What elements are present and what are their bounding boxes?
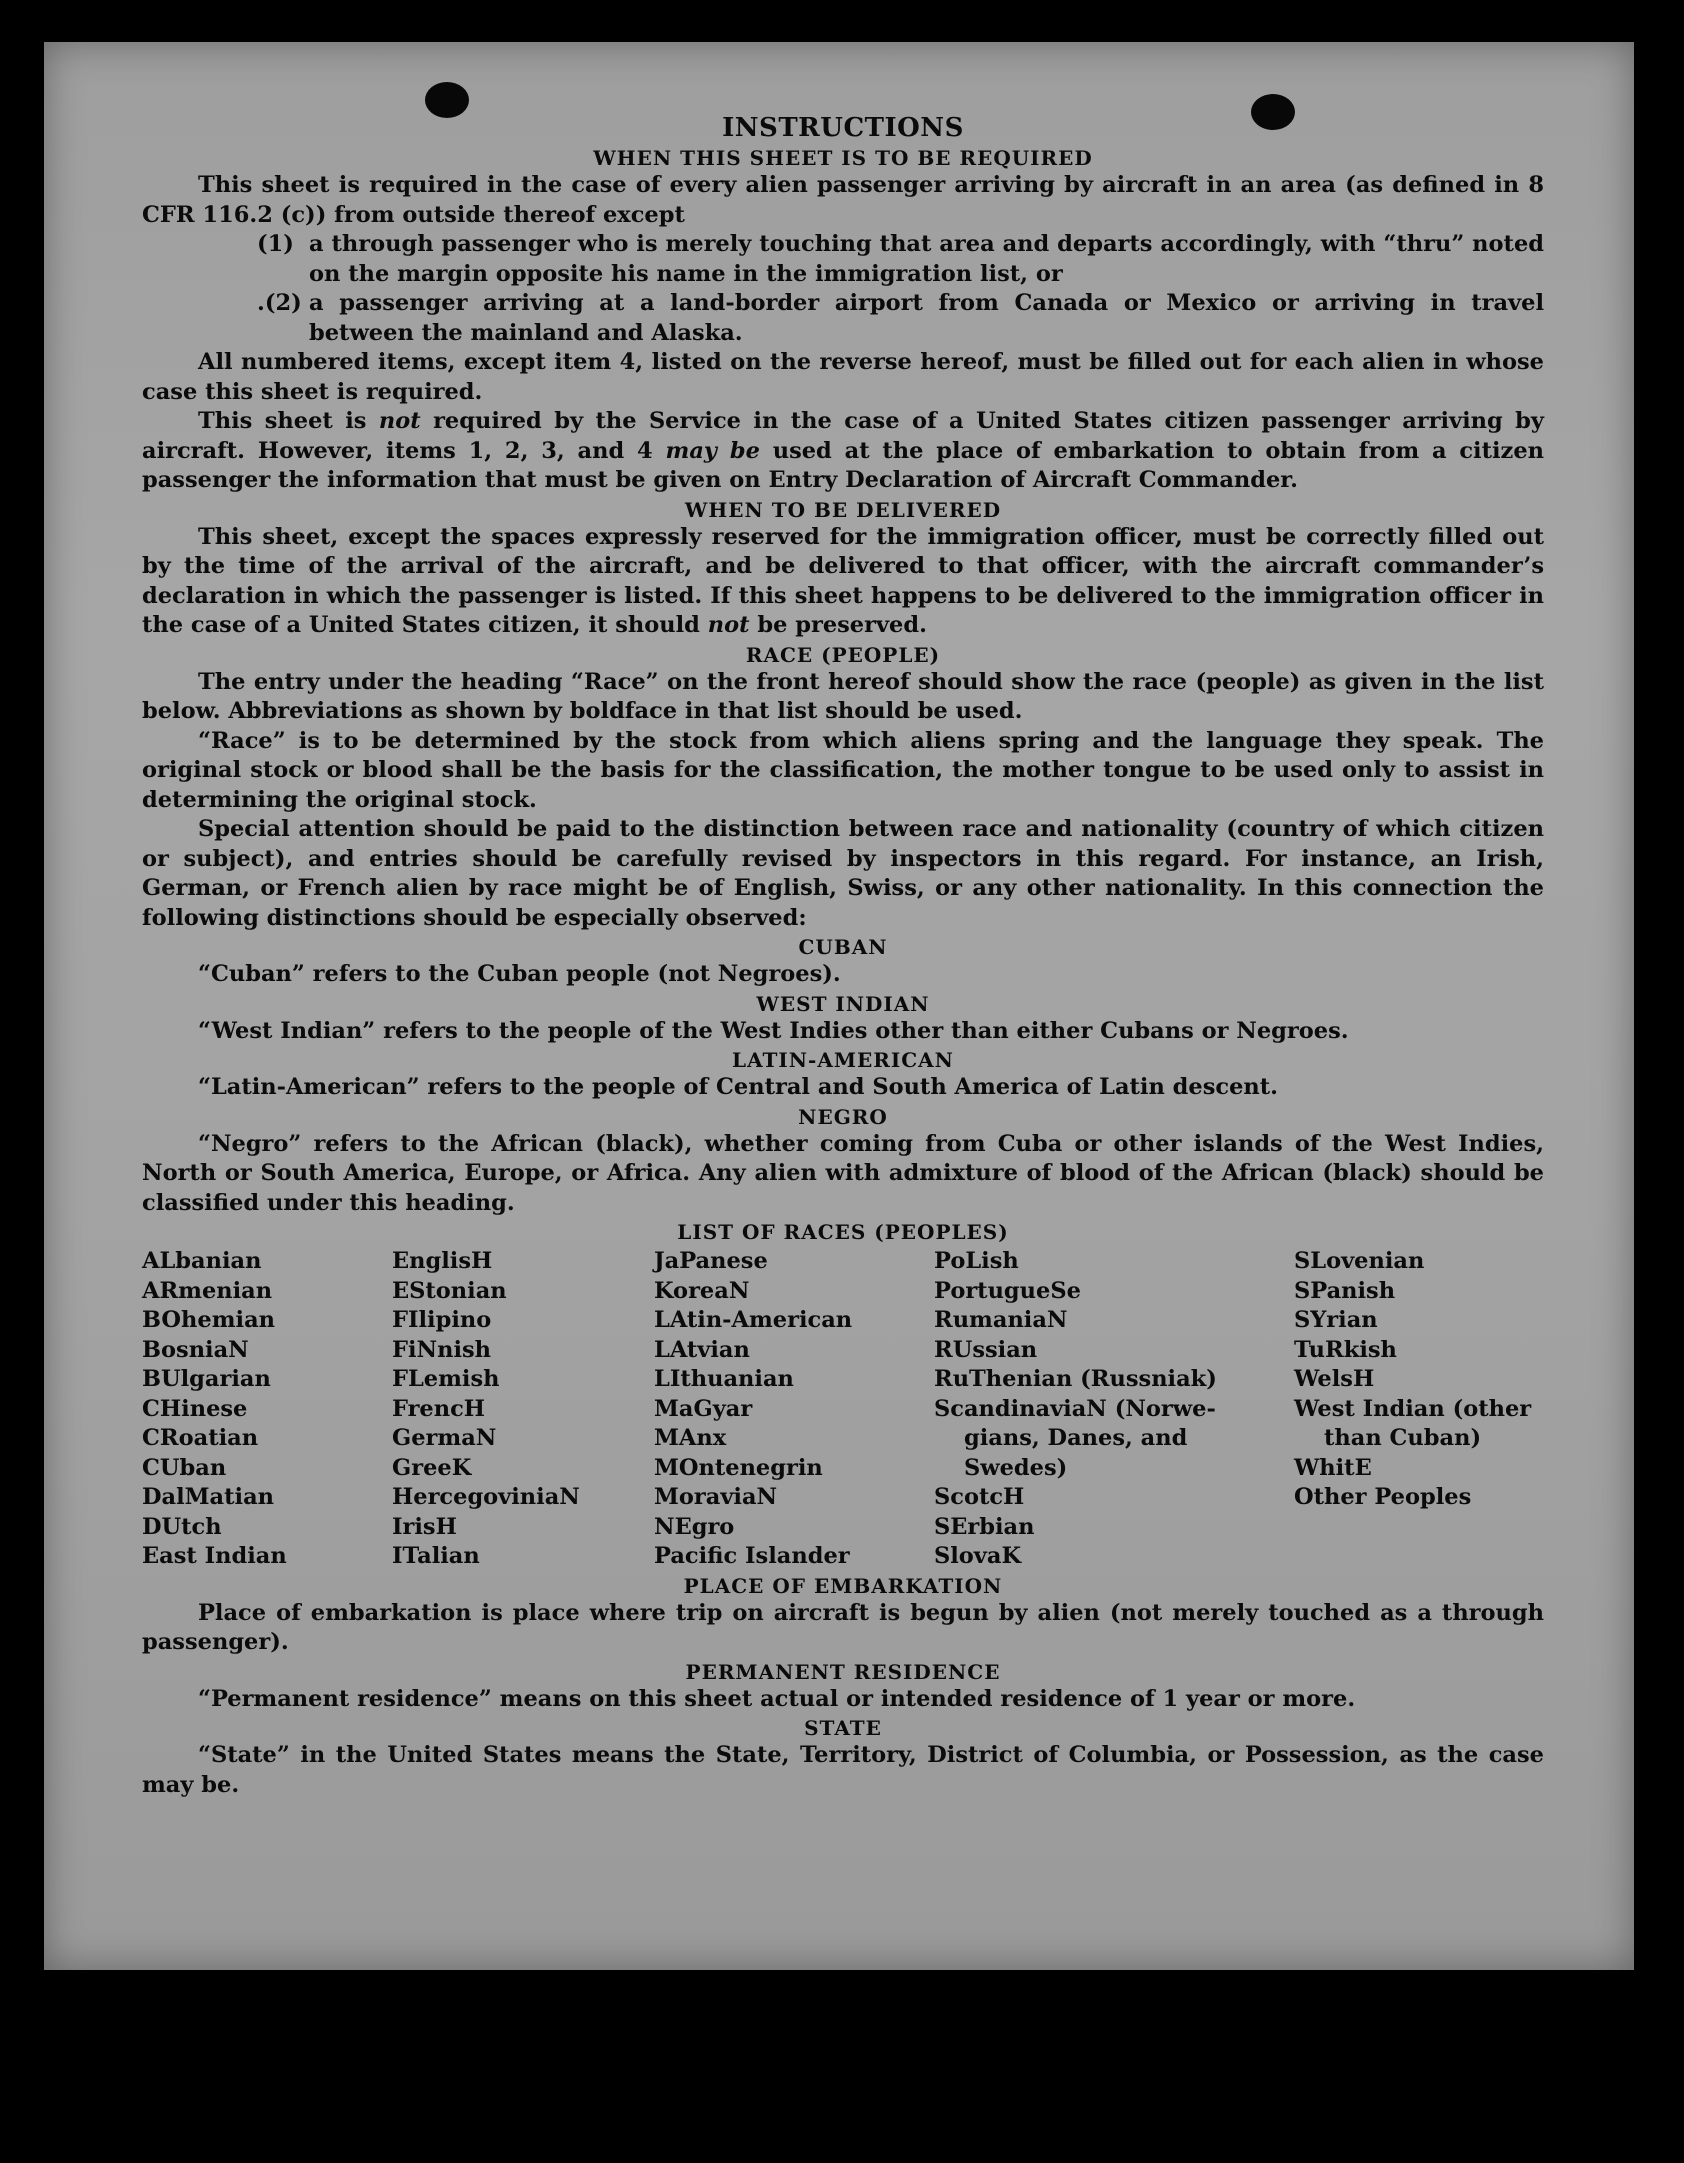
race-entry: West Indian (other bbox=[1294, 1395, 1532, 1422]
exception-item-2 bbox=[257, 289, 1544, 348]
definition-latin-american: “Latin-American” refers to the people of Central and South America of Latin descent. bbox=[198, 1074, 1278, 1100]
race-entry: WhitE bbox=[1294, 1454, 1372, 1481]
heading-permanent-residence: PERMANENT RESIDENCE bbox=[685, 1659, 1001, 1684]
item-text: a through passenger who is merely touching that area and departs accordingly, with “thru” noted on the margin opposite his name in the immigration list, or bbox=[309, 231, 1544, 287]
page-title: INSTRUCTIONS bbox=[722, 113, 964, 143]
paragraph-citizen bbox=[142, 407, 1544, 496]
race-entry: FLemish bbox=[392, 1366, 500, 1392]
race-entry: RuThenian (Russniak) bbox=[934, 1366, 1217, 1392]
text-run: required by the Service in the case of a United States citizen passenger arriving by aircraft. However, items 1, 2, 3, and 4 bbox=[142, 408, 1544, 464]
race-entry: TuRkish bbox=[1294, 1336, 1397, 1363]
item-number: .(2) bbox=[257, 290, 302, 316]
race-entry: ITalian bbox=[392, 1543, 480, 1569]
race-entry-continued: than Cuban) bbox=[1324, 1425, 1482, 1451]
race-entry: FiNnish bbox=[392, 1336, 492, 1363]
instructions-content bbox=[142, 112, 1544, 1800]
race-entry: IrisH bbox=[392, 1513, 457, 1540]
race-entry: LAtvian bbox=[654, 1336, 750, 1363]
race-entry: DUtch bbox=[142, 1513, 222, 1540]
paragraph-required-intro: This sheet is required in the case of every alien passenger arriving by aircraft in an area (as defined in 8 CFR 116.2 (c)) from outside thereof except bbox=[142, 172, 1544, 228]
race-entry: SPanish bbox=[1294, 1277, 1396, 1304]
race-entry: RumaniaN bbox=[934, 1307, 1068, 1333]
race-entry: GreeK bbox=[392, 1454, 472, 1481]
race-entry: MaGyar bbox=[654, 1395, 753, 1422]
race-entry: Other Peoples bbox=[1294, 1484, 1472, 1510]
paragraph-race-nationality: Special attention should be paid to the distinction between race and nationality (country of which citizen or subject), and entries should be carefully revised by inspectors in this regard. For instance, an Irish, German, or French alien by race might be of English, Swiss, or any other nationality. In this connection the following distinctions should be especially observed: bbox=[142, 816, 1544, 931]
emphasis-may-be: may be bbox=[665, 437, 760, 464]
heading-race: RACE (PEOPLE) bbox=[745, 642, 941, 667]
race-entry: PortugueSe bbox=[934, 1277, 1081, 1304]
race-entry: KoreaN bbox=[654, 1277, 750, 1304]
race-list bbox=[142, 1247, 1544, 1572]
race-entry: CRoatian bbox=[142, 1425, 259, 1451]
race-entry: NEgro bbox=[654, 1513, 735, 1540]
race-column-1 bbox=[142, 1247, 392, 1572]
race-entry: East Indian bbox=[142, 1543, 287, 1569]
race-entry: FrencH bbox=[392, 1395, 486, 1422]
paragraph-delivery bbox=[142, 523, 1544, 641]
item-number: (1) bbox=[257, 231, 294, 257]
text-run: be preserved. bbox=[749, 612, 927, 638]
race-entry: Pacific Islander bbox=[654, 1543, 850, 1569]
exception-item-1 bbox=[257, 230, 1544, 289]
heading-when-required: WHEN THIS SHEET IS TO BE REQUIRED bbox=[593, 146, 1093, 170]
race-entry: LIthuanian bbox=[654, 1366, 794, 1392]
emphasis-not: not bbox=[707, 612, 750, 638]
race-entry: MOntenegrin bbox=[654, 1454, 823, 1481]
race-column-5 bbox=[1294, 1247, 1544, 1572]
race-entry: EStonian bbox=[392, 1277, 507, 1304]
item-text: a passenger arriving at a land-border airport from Canada or Mexico or arriving in travel between the mainland and Alaska. bbox=[309, 290, 1544, 346]
race-entry: SLovenian bbox=[1294, 1248, 1425, 1274]
definition-cuban: “Cuban” refers to the Cuban people (not Negroes). bbox=[198, 961, 841, 987]
race-entry: RUssian bbox=[934, 1336, 1038, 1363]
race-entry: ScotcH bbox=[934, 1484, 1025, 1510]
race-entry: BOhemian bbox=[142, 1307, 276, 1333]
heading-state: STATE bbox=[804, 1716, 882, 1740]
definition-permanent-residence: “Permanent residence” means on this sheet actual or intended residence of 1 year or more. bbox=[198, 1685, 1356, 1712]
race-entry: JaPanese bbox=[654, 1248, 768, 1274]
race-column-2 bbox=[392, 1247, 654, 1572]
race-entry: DalMatian bbox=[142, 1484, 275, 1510]
heading-cuban: CUBAN bbox=[798, 935, 888, 959]
heading-embarkation: PLACE OF EMBARKATION bbox=[683, 1573, 1003, 1598]
heading-list-of-races: LIST OF RACES (PEOPLES) bbox=[677, 1220, 1009, 1244]
race-entry: BUlgarian bbox=[142, 1366, 271, 1392]
paragraph-race-entry: The entry under the heading “Race” on the front hereof should show the race (people) as given in the list below. Abbreviations as shown by boldface in that list should be used. bbox=[142, 668, 1544, 724]
race-entry: BosniaN bbox=[142, 1336, 249, 1363]
race-entry: GermaN bbox=[392, 1425, 497, 1451]
race-entry: CUban bbox=[142, 1454, 227, 1481]
definition-state: “State” in the United States means the State, Territory, District of Columbia, or Possession, as the case may be. bbox=[142, 1742, 1544, 1798]
heading-when-delivered: WHEN TO BE DELIVERED bbox=[684, 497, 1002, 522]
race-entry: ALbanian bbox=[142, 1248, 262, 1274]
race-entry: SErbian bbox=[934, 1513, 1035, 1540]
paragraph-race-definition: “Race” is to be determined by the stock from which aliens spring and the language they speak. The original stock or blood shall be the basis for the classification, the mother tongue to be used only to assist in determining the original stock. bbox=[142, 727, 1544, 813]
race-entry: PoLish bbox=[934, 1248, 1019, 1274]
text-run: This sheet is bbox=[198, 408, 379, 434]
text-run: used at the place of embarkation to obtain from a citizen passenger the information that must be given on Entry Declaration of Aircraft Commander. bbox=[142, 437, 1544, 493]
race-entry: SlovaK bbox=[934, 1543, 1022, 1569]
definition-west-indian: “West Indian” refers to the people of the West Indies other than either Cubans or Negroes. bbox=[198, 1017, 1349, 1044]
race-entry-continued: Swedes) bbox=[964, 1454, 1068, 1481]
race-entry: HercegoviniaN bbox=[392, 1484, 580, 1510]
definition-negro: “Negro” refers to the African (black), whether coming from Cuba or other islands of the West Indies, North or South America, Europe, or Africa. Any alien with admixture of blood of the African (black) should be classified under this heading. bbox=[142, 1130, 1544, 1216]
race-entry: MAnx bbox=[654, 1425, 727, 1451]
emphasis-not: not bbox=[378, 408, 421, 434]
race-entry: CHinese bbox=[142, 1395, 248, 1422]
race-entry: LAtin-American bbox=[654, 1307, 853, 1333]
heading-negro: NEGRO bbox=[798, 1104, 888, 1129]
text-run: This sheet, except the spaces expressly reserved for the immigration officer, must be correctly filled out by the time of the arrival of the aircraft, and be delivered to that officer, with the aircraft commander’s declaration in which the passenger is listed. If this sheet happens to be delivered to the immigration officer in the case of a United States citizen, it should bbox=[142, 523, 1544, 638]
race-entry: ARmenian bbox=[142, 1277, 273, 1304]
definition-embarkation: Place of embarkation is place where trip on aircraft is begun by alien (not merely touched as a through passenger). bbox=[142, 1599, 1544, 1655]
race-entry: WelsH bbox=[1294, 1366, 1375, 1392]
paragraph-numbered-items: All numbered items, except item 4, listed on the reverse hereof, must be filled out for each alien in whose case this sheet is required. bbox=[142, 349, 1544, 405]
race-entry: MoraviaN bbox=[654, 1484, 778, 1510]
race-entry: ScandinaviaN (Norwe- bbox=[934, 1395, 1216, 1422]
race-entry-continued: gians, Danes, and bbox=[964, 1425, 1188, 1451]
heading-latin-american: LATIN-AMERICAN bbox=[732, 1048, 954, 1072]
race-column-3 bbox=[654, 1247, 934, 1572]
race-entry: FIlipino bbox=[392, 1307, 492, 1333]
heading-west-indian: WEST INDIAN bbox=[756, 991, 930, 1016]
race-entry: EnglisH bbox=[392, 1248, 493, 1274]
race-column-4 bbox=[934, 1247, 1294, 1572]
race-entry: SYrian bbox=[1294, 1307, 1378, 1333]
